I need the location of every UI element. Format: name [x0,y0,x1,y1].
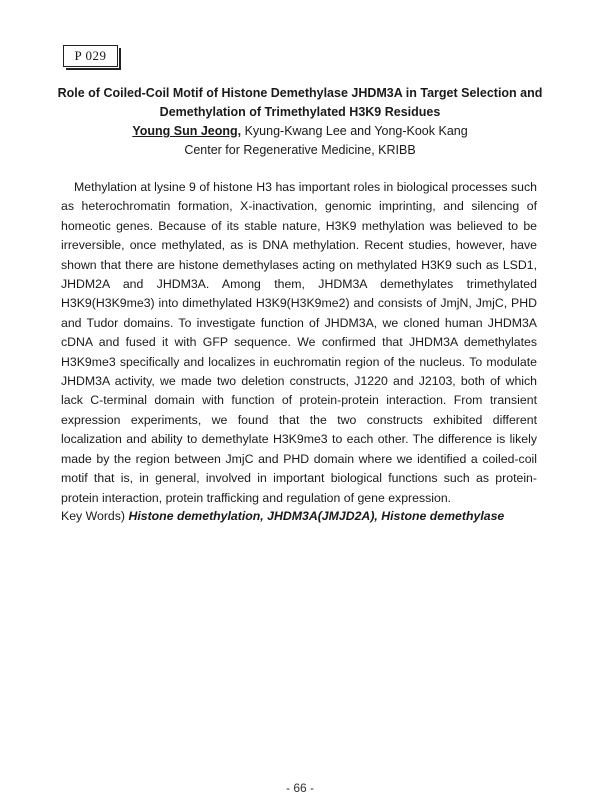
poster-id: P 029 [74,48,107,63]
poster-id-box [63,45,118,67]
paper-title-line-2: Demethylation of Trimethylated H3K9 Residues [159,105,441,119]
paper-title-line-1: Role of Coiled-Coil Motif of Histone Demethylase JHDM3A in Target Selection and [57,86,543,100]
page-number: - 66 - [285,781,314,795]
co-authors: Kyung-Kwang Lee and Yong-Kook Kang [241,124,468,138]
keywords-label: Key Words) [61,509,129,523]
keywords [61,507,504,526]
abstract-body: Methylation at lysine 9 of histone H3 has important roles in biological processes such as heterochromatin formation, X-inactivation, genomic imprinting, and silencing of homeotic genes. Because of its stable nature, H3K9 methylation was believed to be irreversible, once methylated, as is DNA methylation. Recent studies, however, have shown that there are histone demethylases acting on methylated H3K9 such as LSD1, JHDM2A and JHDM3A. Among them, JHDM3A demethylates trimethylated H3K9(H3K9me3) into dimethylated H3K9(H3K9me2) and consists of JmjN, JmjC, PHD and Tudor domains. To investigate function of JHDM3A, we cloned human JHDM3A cDNA and fused it with GFP sequence. We confirmed that JHDM3A demethylates H3K9me3 specifically and localizes in euchromatin region of the nucleus. To modulate JHDM3A activity, we made two deletion constructs, J1220 and J2103, both of which lack C-terminal domain with function of protein-protein interaction. From transient expression experiments, we found that the two constructs exhibited different localization and ability to demethylate H3K9me3 to each other. The difference is likely made by the region between JmjC and PHD domain where we identified a coiled-coil motif that is, in general, involved in important biological functions such as protein-protein interaction, protein trafficking and regulation of gene expression. [61,180,537,505]
presenting-author: Young Sun Jeong, [132,124,242,138]
affiliation: Center for Regenerative Medicine, KRIBB [184,143,416,157]
keywords-values: Histone demethylation, JHDM3A(JMJD2A), Histone demethylase [128,509,505,523]
paper-header [40,84,560,160]
author-list [40,122,560,141]
